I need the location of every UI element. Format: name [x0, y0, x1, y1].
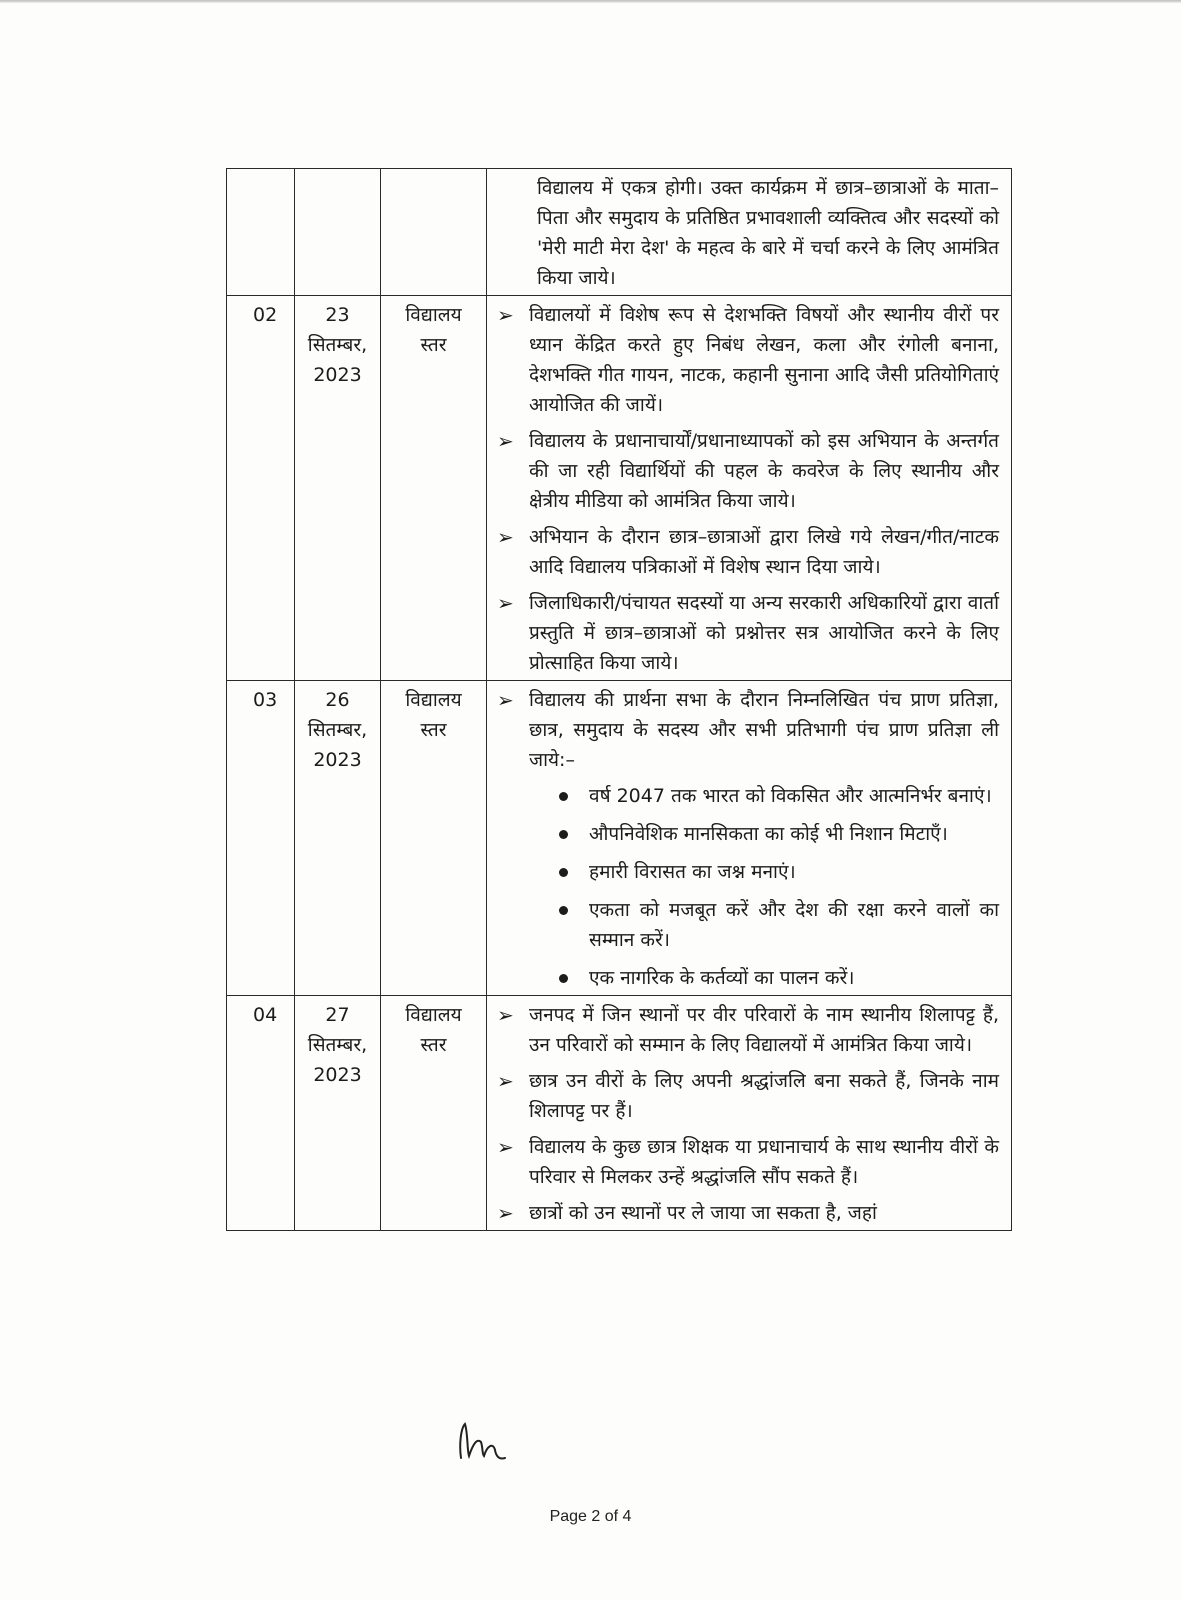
date-cell: [295, 296, 381, 681]
pledge-text: हमारी विरासत का जश्न मनाएं।: [589, 861, 796, 883]
pledge-item: [557, 895, 999, 955]
activity-item: [495, 1000, 999, 1060]
bullet-icon: [559, 792, 568, 801]
level-cell: [381, 996, 487, 1231]
arrow-icon: ➢: [497, 429, 514, 453]
date-text: 2023: [313, 1064, 362, 1086]
activity-text: छात्र उन वीरों के लिए अपनी श्रद्धांजलि बना सकते हैं, जिनके नाम शिलापट्ट पर हैं।: [529, 1070, 999, 1122]
activity-table: [226, 168, 1012, 1231]
activity-text: छात्रों को उन स्थानों पर ले जाया जा सकता है, जहां: [529, 1202, 877, 1224]
table-row: [227, 996, 1012, 1231]
activities-cell: [487, 681, 1012, 996]
pledge-item: [557, 819, 999, 849]
serial-number-cell: [227, 296, 295, 681]
signature: [455, 1420, 511, 1464]
activity-item: [495, 1066, 999, 1126]
arrow-icon: ➢: [497, 688, 514, 712]
activity-text: विद्यालय के कुछ छात्र शिक्षक या प्रधानाचार्य के साथ स्थानीय वीरों के परिवार से मिलकर उन्हें श्रद्धांजलि सौंप सकते हैं।: [529, 1136, 999, 1188]
date-text: 27: [325, 1004, 350, 1026]
serial-number-cell: [227, 681, 295, 996]
activity-text: अभियान के दौरान छात्र–छात्राओं द्वारा लिखे गये लेखन/गीत/नाटक आदि विद्यालय पत्रिकाओं में विशेष स्थान दिया जाये।: [529, 526, 999, 578]
activity-text: जनपद में जिन स्थानों पर वीर परिवारों के नाम स्थानीय शिलापट्ट हैं, उन परिवारों को सम्मान के लिए विद्यालयों में आमंत्रित किया जाये।: [529, 1004, 999, 1056]
activity-item: [495, 1132, 999, 1192]
date-text: 2023: [313, 749, 362, 771]
table-row: [227, 681, 1012, 996]
page-number: Page 2 of 4: [549, 1508, 632, 1525]
activity-item: [495, 522, 999, 582]
date-text: सितम्बर,: [307, 719, 368, 741]
serial-number: 04: [253, 1004, 278, 1026]
serial-number-cell: [227, 169, 295, 296]
level-text: विद्यालय: [405, 304, 462, 326]
serial-number: 02: [253, 304, 278, 326]
arrow-icon: ➢: [497, 525, 514, 549]
activity-item: [495, 300, 999, 420]
table-row: [227, 169, 1012, 296]
activity-text: विद्यालय के प्रधानाचार्यों/प्रधानाध्यापकों को इस अभियान के अन्तर्गत की जा रही विद्यार्थियों की पहल के कवरेज के लिए स्थानीय और क्षेत्रीय मीडिया को आमंत्रित किया जाये।: [529, 430, 999, 512]
arrow-icon: ➢: [497, 303, 514, 327]
pledge-text: वर्ष 2047 तक भारत को विकसित और आत्मनिर्भर बनाएं।: [589, 785, 992, 807]
arrow-icon: ➢: [497, 1135, 514, 1159]
continued-text: विद्यालय में एकत्र होगी। उक्त कार्यक्रम में छात्र–छात्राओं के माता–पिता और समुदाय के प्रतिष्ठित प्रभावशाली व्यक्तित्व और सदस्यों को 'मेरी माटी मेरा देश' के महत्व के बारे में चर्चा करने के लिए आमंत्रित किया जाये।: [537, 177, 999, 289]
pledge-text: औपनिवेशिक मानसिकता का कोई भी निशान मिटाएँ।: [589, 823, 948, 845]
level-text: स्तर: [420, 719, 447, 741]
date-text: सितम्बर,: [307, 334, 368, 356]
level-cell: [381, 681, 487, 996]
arrow-icon: ➢: [497, 1003, 514, 1027]
arrow-icon: ➢: [497, 591, 514, 615]
date-cell: [295, 169, 381, 296]
arrow-icon: ➢: [497, 1069, 514, 1093]
activity-list: [495, 1000, 999, 1228]
activity-item: [495, 1198, 999, 1228]
date-text: 26: [325, 689, 350, 711]
bullet-icon: [559, 906, 568, 915]
level-cell: [381, 169, 487, 296]
pledge-item: [557, 781, 999, 811]
activity-text: जिलाधिकारी/पंचायत सदस्यों या अन्य सरकारी अधिकारियों द्वारा वार्ता प्रस्तुति में छात्र–छात्राओं को प्रश्नोत्तर सत्र आयोजित करने के लिए प्रोत्साहित किया जाये।: [529, 592, 999, 674]
date-text: सितम्बर,: [307, 1034, 368, 1056]
activities-cell: [487, 296, 1012, 681]
date-cell: [295, 681, 381, 996]
bullet-icon: [559, 868, 568, 877]
pledge-item: [557, 857, 999, 887]
activities-cell: [487, 996, 1012, 1231]
pledge-text: एक नागरिक के कर्तव्यों का पालन करें।: [589, 967, 855, 989]
activity-table-body: [227, 169, 1012, 1231]
level-cell: [381, 296, 487, 681]
activity-list: [495, 300, 999, 678]
pledge-item: [557, 963, 999, 993]
date-cell: [295, 996, 381, 1231]
date-text: 23: [325, 304, 350, 326]
pledge-list: [495, 781, 999, 993]
activity-item: [495, 685, 999, 775]
activity-item: [495, 588, 999, 678]
level-text: स्तर: [420, 334, 447, 356]
level-text: स्तर: [420, 1034, 447, 1056]
activity-item: [495, 426, 999, 516]
activity-text: विद्यालयों में विशेष रूप से देशभक्ति विषयों और स्थानीय वीरों पर ध्यान केंद्रित करते हुए निबंध लेखन, कला और रंगोली बनाना, देशभक्ति गीत गायन, नाटक, कहानी सुनाना आदि जैसी प्रतियोगिताएं आयोजित की जायें।: [529, 304, 999, 416]
level-text: विद्यालय: [405, 689, 462, 711]
pledge-text: एकता को मजबूत करें और देश की रक्षा करने वालों का सम्मान करें।: [589, 899, 999, 951]
serial-number-cell: [227, 996, 295, 1231]
serial-number: 03: [253, 689, 278, 711]
activity-list: [495, 685, 999, 775]
activity-text: विद्यालय की प्रार्थना सभा के दौरान निम्नलिखित पंच प्राण प्रतिज्ञा, छात्र, समुदाय के सदस्य और सभी प्रतिभागी पंच प्राण प्रतिज्ञा ली जाये:–: [529, 689, 999, 771]
level-text: विद्यालय: [405, 1004, 462, 1026]
arrow-icon: ➢: [497, 1201, 514, 1225]
date-text: 2023: [313, 364, 362, 386]
bullet-icon: [559, 830, 568, 839]
table-row: [227, 296, 1012, 681]
bullet-icon: [559, 974, 568, 983]
activities-cell: [487, 169, 1012, 296]
scan-edge: [0, 0, 1181, 3]
